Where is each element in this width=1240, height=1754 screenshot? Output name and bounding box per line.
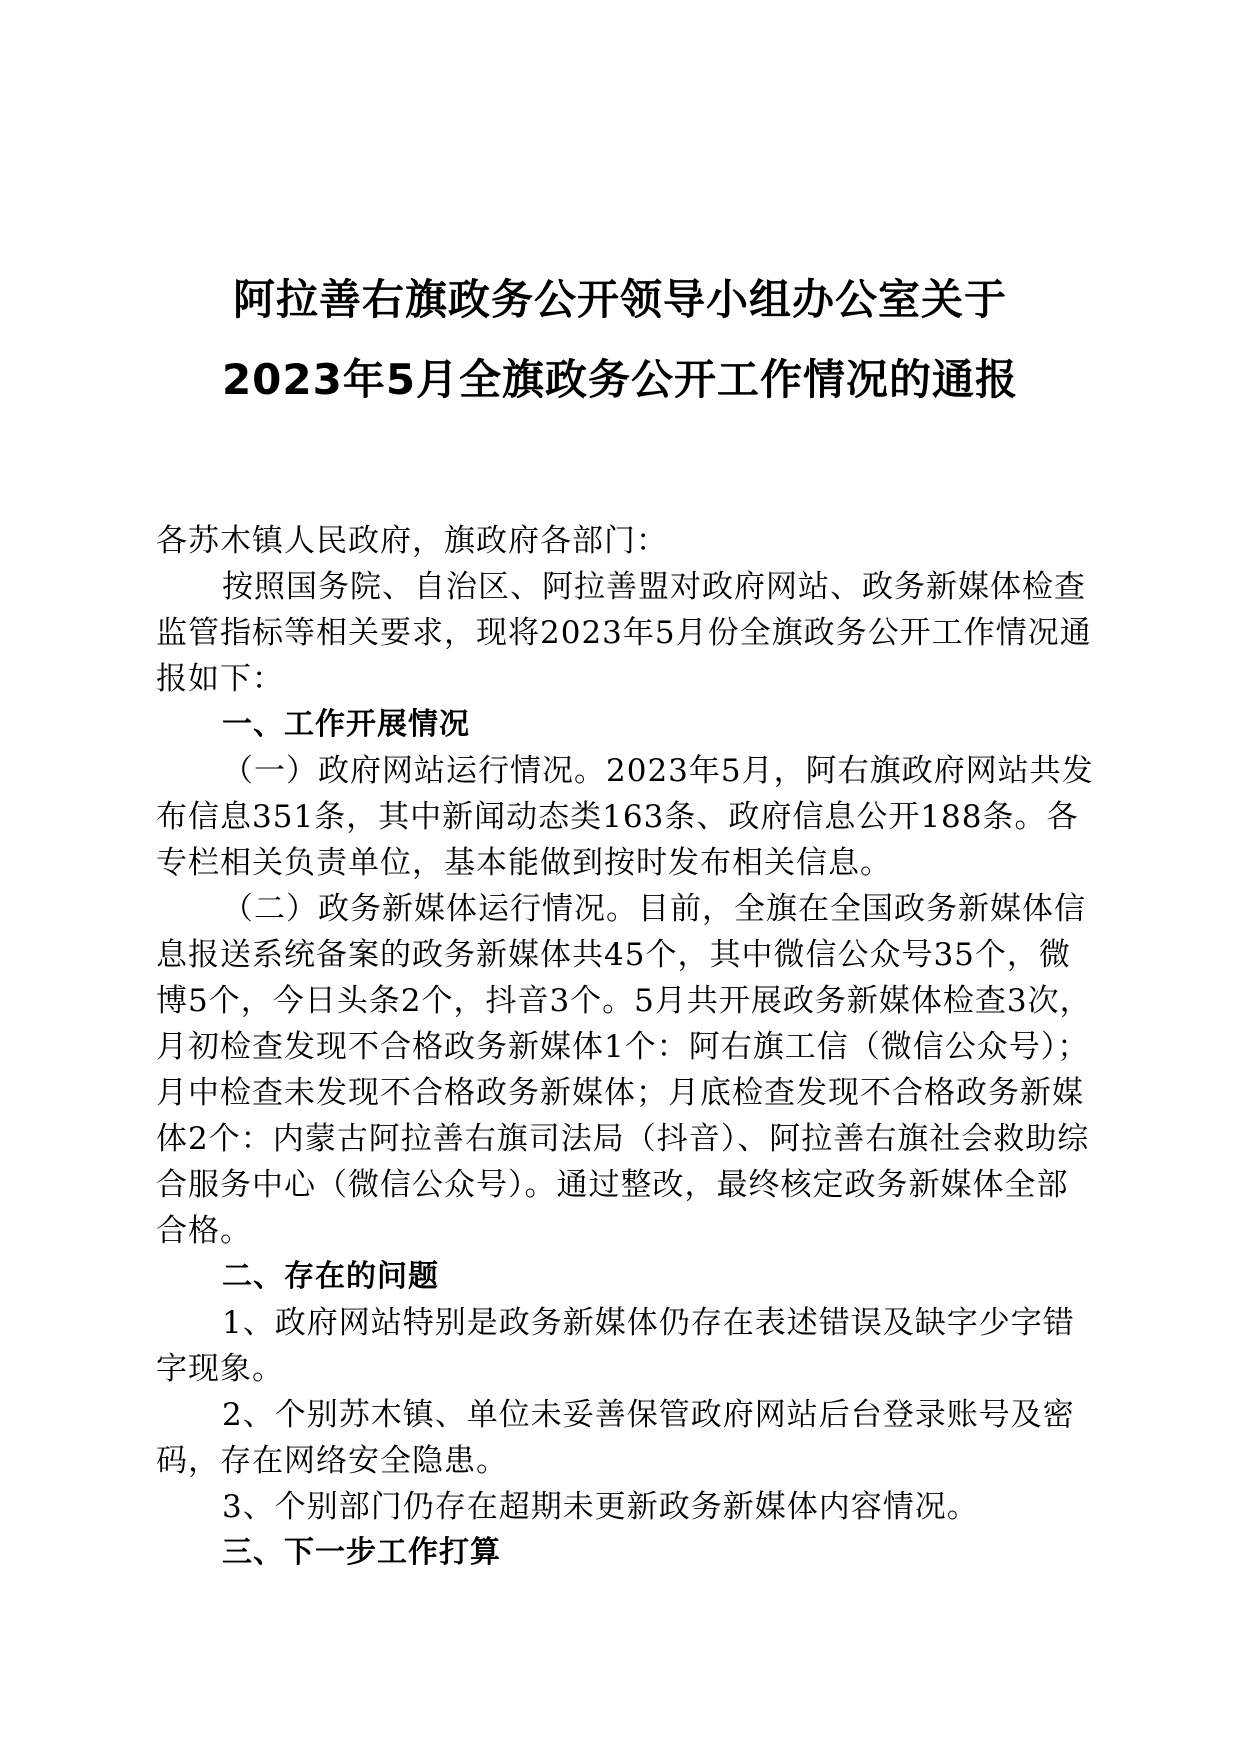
problem-item-1: 1、政府网站特别是政务新媒体仍存在表述错误及缺字少字错字现象。 xyxy=(156,1305,1075,1387)
section-heading-3: 三、下一步工作打算 xyxy=(222,1535,501,1570)
website-operation-paragraph: （一）政府网站运行情况。2023年5月，阿右旗政府网站共发布信息351条，其中新闻动态类163条、政府信息公开188条。各专栏相关负责单位，基本能做到按时发布相关信息。 xyxy=(156,753,1094,881)
document-body xyxy=(156,518,1096,1576)
document-title-line-1: 阿拉善右旗政务公开领导小组办公室关于 xyxy=(232,275,1007,324)
section-heading-2: 二、存在的问题 xyxy=(222,1259,439,1294)
section-heading-1: 一、工作开展情况 xyxy=(222,707,470,742)
problem-item-3: 3、个别部门仍存在超期未更新政务新媒体内容情况。 xyxy=(222,1489,979,1525)
problem-item-2: 2、个别苏木镇、单位未妥善保管政府网站后台登录账号及密码，存在网络安全隐患。 xyxy=(156,1397,1075,1479)
intro-paragraph: 按照国务院、自治区、阿拉善盟对政府网站、政务新媒体检查监管指标等相关要求，现将2023年5月份全旗政务公开工作情况通报如下： xyxy=(156,569,1092,697)
document-title-line-2: 2023年5月全旗政务公开工作情况的通报 xyxy=(221,355,1019,404)
new-media-operation-paragraph: （二）政务新媒体运行情况。目前，全旗在全国政务新媒体信息报送系统备案的政务新媒体共45个，其中微信公众号35个，微博5个，今日头条2个，抖音3个。5月共开展政务新媒体检查3次，月初检查发现不合格政务新媒体1个：阿右旗工信（微信公众号）；月中检查未发现不合格政务新媒体；月底检查发现不合格政务新媒体2个：内蒙古阿拉善右旗司法局（抖音）、阿拉善右旗社会救助综合服务中心（微信公众号）。通过整改，最终核定政务新媒体全部合格。 xyxy=(156,891,1092,1249)
salutation: 各苏木镇人民政府，旗政府各部门： xyxy=(156,523,668,559)
